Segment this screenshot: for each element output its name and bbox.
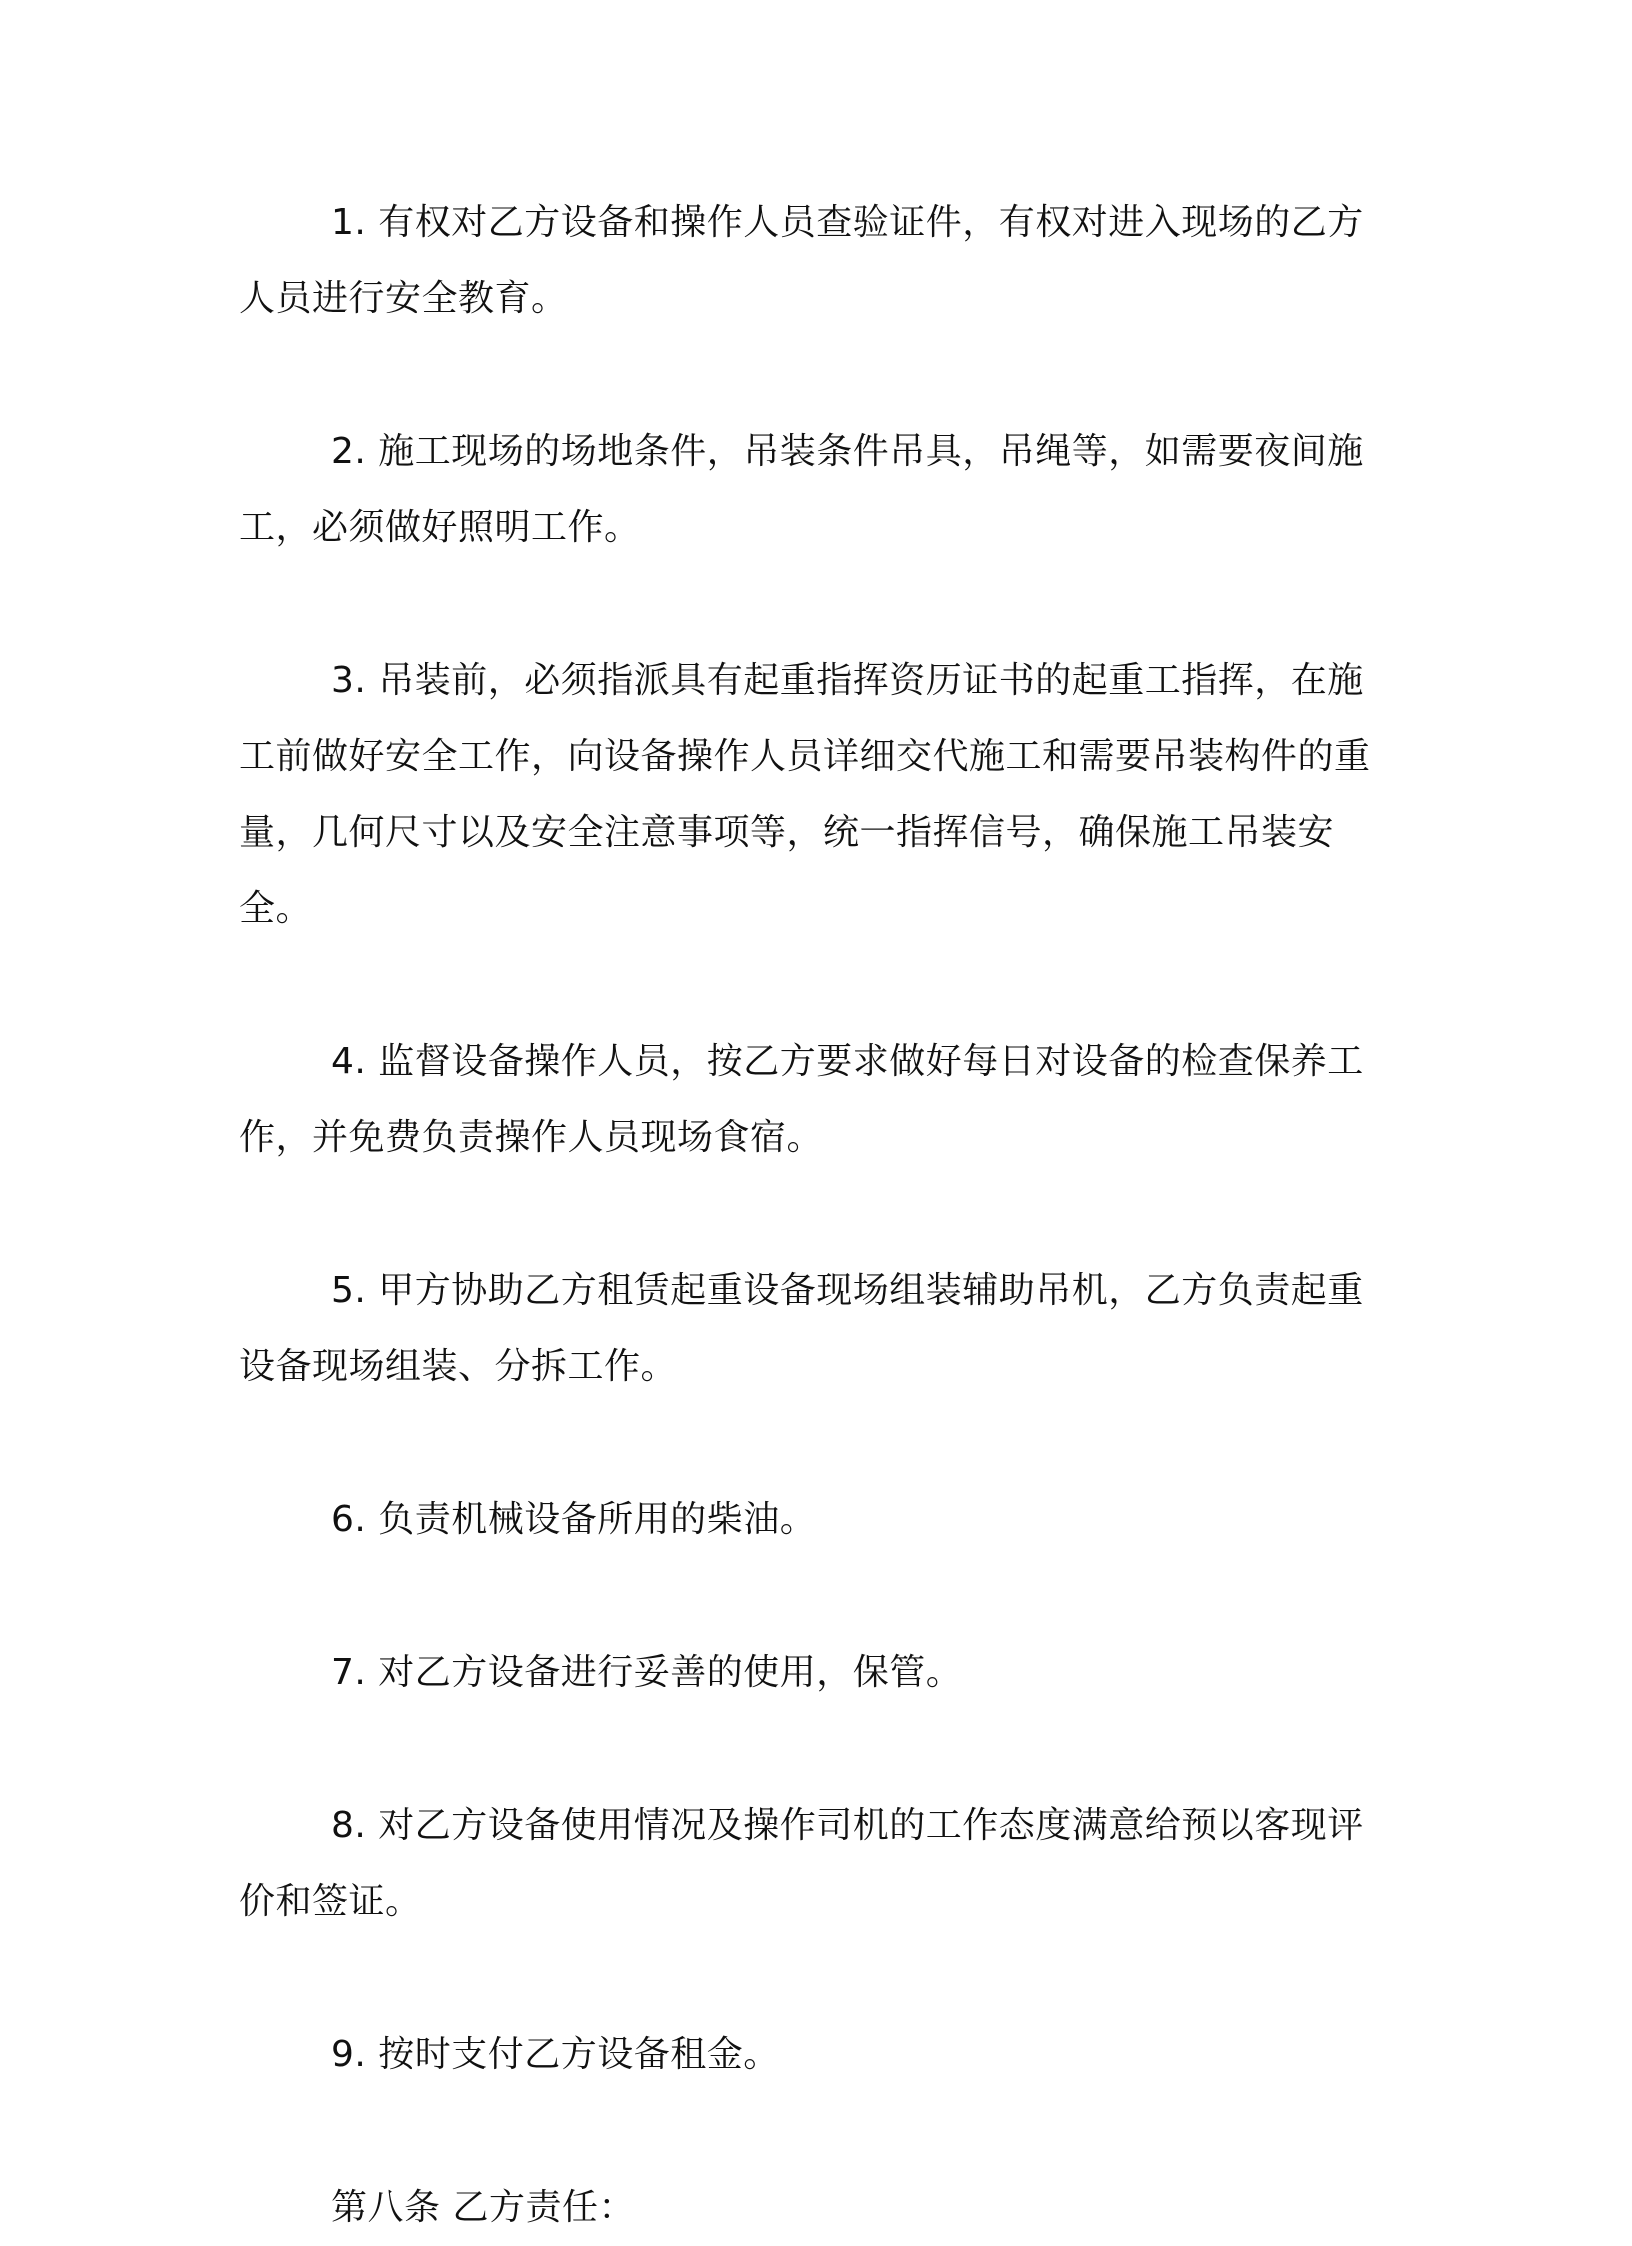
paragraph-8: 8. 对乙方设备使用情况及操作司机的工作态度满意给预以客现评价和签证。	[239, 1805, 1364, 1922]
paragraph-4: 4. 监督设备操作人员，按乙方要求做好每日对设备的检查保养工作，并免费负责操作人员现场食宿。	[239, 1041, 1364, 1158]
document-body	[239, 185, 1399, 2246]
paragraph-3: 3. 吊装前，必须指派具有起重指挥资历证书的起重工指挥，在施工前做好安全工作，向设备操作人员详细交代施工和需要吊装构件的重量，几何尺寸以及安全注意事项等，统一指挥信号，确保施工吊装安全。	[239, 660, 1371, 929]
paragraph-7: 7. 对乙方设备进行妥善的使用，保管。	[331, 1652, 963, 1693]
paragraph-6: 6. 负责机械设备所用的柴油。	[331, 1499, 817, 1540]
paragraph-1: 1. 有权对乙方设备和操作人员查验证件，有权对进入现场的乙方人员进行安全教育。	[239, 202, 1364, 319]
paragraph-5: 5. 甲方协助乙方租赁起重设备现场组装辅助吊机，乙方负责起重设备现场组装、分拆工作。	[239, 1270, 1364, 1387]
section-heading: 第八条 乙方责任：	[331, 2187, 635, 2228]
paragraph-9: 9. 按时支付乙方设备租金。	[331, 2034, 780, 2075]
paragraph-2: 2. 施工现场的场地条件，吊装条件吊具，吊绳等，如需要夜间施工，必须做好照明工作。	[239, 431, 1364, 548]
